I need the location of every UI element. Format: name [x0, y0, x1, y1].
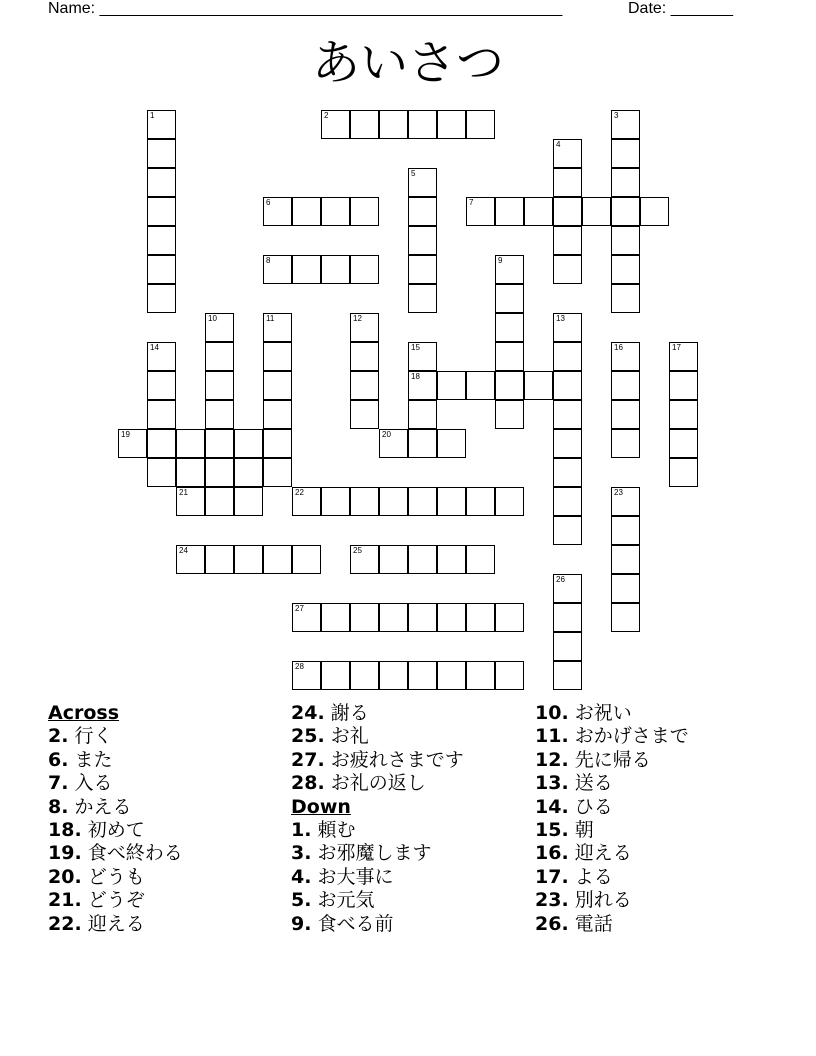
grid-cell[interactable]: [321, 603, 350, 632]
grid-cell[interactable]: [147, 255, 176, 284]
clue-number: 17: [672, 343, 681, 352]
clue-number: 11: [266, 314, 275, 323]
clue-number: 2: [324, 111, 329, 120]
clue-item-number: 14.: [535, 795, 569, 818]
grid-cell[interactable]: [408, 168, 437, 197]
clue-item-number: 21.: [48, 889, 82, 912]
grid-cell[interactable]: [553, 139, 582, 168]
grid-cell[interactable]: [669, 400, 698, 429]
clue-item-number: 10.: [535, 702, 569, 724]
grid-cell[interactable]: [611, 429, 640, 458]
grid-cell[interactable]: [321, 255, 350, 284]
clue-item: [48, 842, 288, 865]
grid-cell[interactable]: [408, 255, 437, 284]
clue-item: [291, 866, 531, 889]
grid-cell[interactable]: [408, 661, 437, 690]
clue-item-text: 電話: [568, 912, 613, 935]
grid-cell[interactable]: [234, 545, 263, 574]
clue-item-text: 入る: [68, 772, 113, 795]
grid-cell[interactable]: [379, 429, 408, 458]
clue-number: 6: [266, 198, 271, 207]
grid-cell[interactable]: [611, 603, 640, 632]
clue-item-number: 11.: [535, 725, 569, 748]
grid-cell[interactable]: [495, 313, 524, 342]
clue-item: [535, 772, 775, 795]
clue-item-number: 16.: [535, 842, 569, 865]
grid-cell[interactable]: [263, 429, 292, 458]
clue-item: [535, 913, 775, 936]
grid-cell[interactable]: [611, 226, 640, 255]
grid-cell[interactable]: [408, 284, 437, 313]
grid-cell[interactable]: [611, 197, 640, 226]
clue-item: [291, 725, 531, 748]
clue-number: 24: [179, 546, 188, 555]
clue-number: 9: [498, 256, 503, 265]
clue-number: 14: [150, 343, 159, 352]
grid-cell[interactable]: [437, 487, 466, 516]
clue-item-number: 12.: [535, 748, 569, 771]
grid-cell[interactable]: [263, 371, 292, 400]
grid-cell[interactable]: [379, 545, 408, 574]
grid-cell[interactable]: [466, 661, 495, 690]
clue-column-2: [291, 702, 531, 936]
grid-cell[interactable]: [205, 400, 234, 429]
clue-item-text: 先に帰る: [568, 748, 651, 771]
clue-number: 3: [614, 111, 619, 120]
grid-cell[interactable]: [350, 661, 379, 690]
clue-item: [291, 772, 531, 795]
across-heading: Across: [48, 702, 120, 724]
grid-cell[interactable]: [379, 487, 408, 516]
clue-item: [291, 889, 531, 912]
clue-item-text: 食べ終わる: [81, 842, 183, 865]
clue-item-text: ひる: [568, 795, 613, 818]
clue-number: 10: [208, 314, 217, 323]
grid-cell[interactable]: [205, 371, 234, 400]
grid-cell[interactable]: [408, 603, 437, 632]
grid-cell[interactable]: [611, 371, 640, 400]
grid-cell[interactable]: [437, 661, 466, 690]
clue-item-text: どうぞ: [81, 889, 145, 912]
grid-cell[interactable]: [379, 603, 408, 632]
grid-cell[interactable]: [205, 429, 234, 458]
clue-item: [291, 702, 531, 725]
grid-cell[interactable]: [553, 197, 582, 226]
grid-cell[interactable]: [553, 458, 582, 487]
grid-cell[interactable]: [553, 487, 582, 516]
clue-item: [535, 842, 775, 865]
grid-cell[interactable]: [437, 545, 466, 574]
clue-item: [48, 749, 288, 772]
clue-item-text: おかげさまで: [568, 725, 689, 748]
grid-cell[interactable]: [350, 487, 379, 516]
clue-item-text: 迎える: [81, 912, 145, 935]
grid-cell[interactable]: [205, 545, 234, 574]
grid-cell[interactable]: [640, 197, 669, 226]
clue-column-3: [535, 702, 775, 936]
clue-number: 12: [353, 314, 362, 323]
clue-item-number: 23.: [535, 889, 569, 912]
clue-number: 5: [411, 169, 416, 178]
grid-cell[interactable]: [350, 313, 379, 342]
grid-cell[interactable]: [466, 545, 495, 574]
clue-number: 18: [411, 372, 420, 381]
grid-cell[interactable]: [408, 197, 437, 226]
clue-number: 1: [150, 111, 155, 120]
grid-cell[interactable]: [408, 371, 437, 400]
clue-item-text: お元気: [311, 889, 375, 912]
clue-number: 21: [179, 488, 188, 497]
grid-cell[interactable]: [495, 371, 524, 400]
grid-cell[interactable]: [147, 371, 176, 400]
clue-item-text: お祝い: [568, 702, 632, 724]
clue-item-text: かえる: [68, 795, 132, 818]
clue-number: 16: [614, 343, 623, 352]
grid-cell[interactable]: [205, 458, 234, 487]
grid-cell[interactable]: [495, 255, 524, 284]
clue-item: [535, 819, 775, 842]
clue-item-number: 5.: [291, 889, 312, 912]
grid-cell[interactable]: [611, 342, 640, 371]
grid-cell[interactable]: [350, 400, 379, 429]
grid-cell[interactable]: [553, 313, 582, 342]
clue-item-number: 18.: [48, 818, 82, 841]
clue-item: [48, 725, 288, 748]
grid-cell[interactable]: [524, 197, 553, 226]
grid-cell[interactable]: [611, 110, 640, 139]
name-field-label: Name: ____________________________________________________: [48, 0, 563, 17]
clue-item-number: 25.: [291, 725, 325, 748]
grid-cell[interactable]: [379, 661, 408, 690]
grid-cell[interactable]: [350, 197, 379, 226]
grid-cell[interactable]: [408, 487, 437, 516]
grid-cell[interactable]: [263, 313, 292, 342]
clue-item-text: 迎える: [568, 842, 632, 865]
grid-cell[interactable]: [234, 487, 263, 516]
grid-cell[interactable]: [495, 284, 524, 313]
clue-item-text: 別れる: [568, 889, 632, 912]
grid-cell[interactable]: [350, 110, 379, 139]
clue-item-number: 4.: [291, 865, 312, 888]
grid-cell[interactable]: [437, 603, 466, 632]
clue-item: [535, 749, 775, 772]
grid-cell[interactable]: [611, 516, 640, 545]
clue-number: 23: [614, 488, 623, 497]
clue-item-number: 15.: [535, 818, 569, 841]
grid-cell[interactable]: [466, 197, 495, 226]
clue-item-text: 謝る: [324, 702, 369, 724]
grid-cell[interactable]: [321, 197, 350, 226]
clue-item-number: 19.: [48, 842, 82, 865]
grid-cell[interactable]: [234, 458, 263, 487]
clue-item-text: 行く: [68, 725, 113, 748]
clue-item: [48, 819, 288, 842]
grid-cell[interactable]: [147, 110, 176, 139]
page-title: あいさつ: [311, 35, 504, 91]
grid-cell[interactable]: [147, 197, 176, 226]
grid-cell[interactable]: [350, 603, 379, 632]
grid-cell[interactable]: [466, 603, 495, 632]
clue-item: [291, 913, 531, 936]
clue-item-number: 8.: [48, 795, 69, 818]
clue-item-number: 26.: [535, 912, 569, 935]
clue-number: 26: [556, 575, 565, 584]
grid-cell[interactable]: [408, 342, 437, 371]
grid-cell[interactable]: [176, 487, 205, 516]
grid-cell[interactable]: [553, 603, 582, 632]
clue-item-number: 22.: [48, 912, 82, 935]
clue-item-text: また: [68, 748, 113, 771]
grid-cell[interactable]: [292, 545, 321, 574]
date-field-label: Date: _______: [628, 0, 733, 17]
grid-cell[interactable]: [205, 342, 234, 371]
clue-item: [48, 772, 288, 795]
grid-cell[interactable]: [495, 197, 524, 226]
grid-cell[interactable]: [553, 632, 582, 661]
grid-cell[interactable]: [611, 139, 640, 168]
grid-cell[interactable]: [147, 400, 176, 429]
clue-item-text: お邪魔します: [311, 842, 432, 865]
clue-item-number: 7.: [48, 772, 69, 795]
clue-item-number: 1.: [291, 818, 312, 841]
clue-item-text: どうも: [81, 865, 145, 888]
grid-cell[interactable]: [669, 342, 698, 371]
grid-cell[interactable]: [147, 284, 176, 313]
grid-cell[interactable]: [147, 168, 176, 197]
clue-number: 20: [382, 430, 391, 439]
grid-cell[interactable]: [205, 313, 234, 342]
grid-cell[interactable]: [669, 371, 698, 400]
grid-cell[interactable]: [553, 168, 582, 197]
clue-item-number: 27.: [291, 748, 325, 771]
grid-cell[interactable]: [408, 545, 437, 574]
clue-item-number: 2.: [48, 725, 69, 748]
grid-cell[interactable]: [611, 400, 640, 429]
clue-item: [291, 749, 531, 772]
clue-item-text: 送る: [568, 772, 613, 795]
grid-cell[interactable]: [669, 429, 698, 458]
grid-cell[interactable]: [292, 487, 321, 516]
grid-cell[interactable]: [437, 429, 466, 458]
grid-cell[interactable]: [176, 429, 205, 458]
grid-cell[interactable]: [611, 487, 640, 516]
grid-cell[interactable]: [553, 255, 582, 284]
clue-number: 22: [295, 488, 304, 497]
grid-cell[interactable]: [495, 603, 524, 632]
grid-cell[interactable]: [466, 110, 495, 139]
grid-cell[interactable]: [466, 487, 495, 516]
grid-cell[interactable]: [611, 545, 640, 574]
grid-cell[interactable]: [147, 342, 176, 371]
grid-cell[interactable]: [147, 226, 176, 255]
grid-cell[interactable]: [553, 400, 582, 429]
clue-item-text: お大事に: [311, 865, 394, 888]
grid-cell[interactable]: [582, 197, 611, 226]
grid-cell[interactable]: [292, 661, 321, 690]
clue-item-number: 17.: [535, 865, 569, 888]
clue-column-1: [48, 702, 288, 936]
grid-cell[interactable]: [118, 429, 147, 458]
grid-cell[interactable]: [292, 197, 321, 226]
grid-cell[interactable]: [321, 661, 350, 690]
grid-cell[interactable]: [495, 342, 524, 371]
grid-cell[interactable]: [147, 429, 176, 458]
grid-cell[interactable]: [350, 371, 379, 400]
grid-cell[interactable]: [263, 342, 292, 371]
clue-number: 15: [411, 343, 420, 352]
grid-cell[interactable]: [147, 458, 176, 487]
grid-cell[interactable]: [263, 545, 292, 574]
grid-cell[interactable]: [234, 429, 263, 458]
grid-cell[interactable]: [611, 284, 640, 313]
clue-number: 28: [295, 662, 304, 671]
grid-cell[interactable]: [553, 342, 582, 371]
clue-number: 7: [469, 198, 474, 207]
grid-cell[interactable]: [553, 226, 582, 255]
grid-cell[interactable]: [553, 371, 582, 400]
grid-cell[interactable]: [553, 574, 582, 603]
grid-cell[interactable]: [611, 255, 640, 284]
clue-item-number: 24.: [291, 702, 325, 724]
grid-cell[interactable]: [408, 400, 437, 429]
clue-item-text: お疲れさまです: [324, 748, 464, 771]
clue-item: [48, 913, 288, 936]
grid-cell[interactable]: [611, 168, 640, 197]
clue-item: [535, 702, 775, 725]
clue-item: [291, 819, 531, 842]
grid-cell[interactable]: [321, 487, 350, 516]
grid-cell[interactable]: [669, 458, 698, 487]
grid-cell[interactable]: [147, 139, 176, 168]
clue-number: 27: [295, 604, 304, 613]
clue-item-number: 28.: [291, 772, 325, 795]
grid-cell[interactable]: [408, 429, 437, 458]
clue-item-text: お礼の返し: [324, 772, 426, 795]
grid-cell[interactable]: [524, 371, 553, 400]
grid-cell[interactable]: [553, 429, 582, 458]
clue-number: 19: [121, 430, 130, 439]
clue-number: 8: [266, 256, 271, 265]
grid-cell[interactable]: [379, 110, 408, 139]
clue-number: 4: [556, 140, 561, 149]
clue-item: [291, 842, 531, 865]
grid-cell[interactable]: [350, 255, 379, 284]
grid-cell[interactable]: [495, 400, 524, 429]
clue-item: [48, 866, 288, 889]
clue-item: [48, 889, 288, 912]
grid-cell[interactable]: [495, 487, 524, 516]
grid-cell[interactable]: [350, 545, 379, 574]
grid-cell[interactable]: [292, 603, 321, 632]
clue-item-number: 9.: [291, 912, 312, 935]
clue-item: [48, 796, 288, 819]
grid-cell[interactable]: [466, 371, 495, 400]
clue-number: 25: [353, 546, 362, 555]
grid-cell[interactable]: [176, 545, 205, 574]
grid-cell[interactable]: [408, 110, 437, 139]
grid-cell[interactable]: [553, 516, 582, 545]
clue-item-text: 食べる前: [311, 912, 394, 935]
clue-item-number: 13.: [535, 772, 569, 795]
grid-cell[interactable]: [437, 110, 466, 139]
clue-item: [535, 725, 775, 748]
clue-item-text: 朝: [568, 818, 594, 841]
grid-cell[interactable]: [292, 255, 321, 284]
grid-cell[interactable]: [321, 110, 350, 139]
clue-item: [535, 796, 775, 819]
grid-cell[interactable]: [437, 371, 466, 400]
clue-item-text: 初めて: [81, 818, 145, 841]
grid-cell[interactable]: [176, 458, 205, 487]
clue-item: [535, 889, 775, 912]
grid-cell[interactable]: [263, 197, 292, 226]
grid-cell[interactable]: [408, 226, 437, 255]
clue-item: [535, 866, 775, 889]
down-heading: Down: [291, 795, 351, 818]
clue-item-text: 頼む: [311, 818, 356, 841]
clue-item-text: よる: [568, 865, 613, 888]
grid-cell[interactable]: [205, 487, 234, 516]
grid-cell[interactable]: [611, 574, 640, 603]
grid-cell[interactable]: [263, 458, 292, 487]
clue-item-number: 3.: [291, 842, 312, 865]
clue-item-number: 6.: [48, 748, 69, 771]
grid-cell[interactable]: [553, 661, 582, 690]
clue-number: 13: [556, 314, 565, 323]
clue-item-number: 20.: [48, 865, 82, 888]
grid-cell[interactable]: [350, 342, 379, 371]
clue-item-text: お礼: [324, 725, 369, 748]
grid-cell[interactable]: [495, 661, 524, 690]
grid-cell[interactable]: [263, 400, 292, 429]
grid-cell[interactable]: [263, 255, 292, 284]
